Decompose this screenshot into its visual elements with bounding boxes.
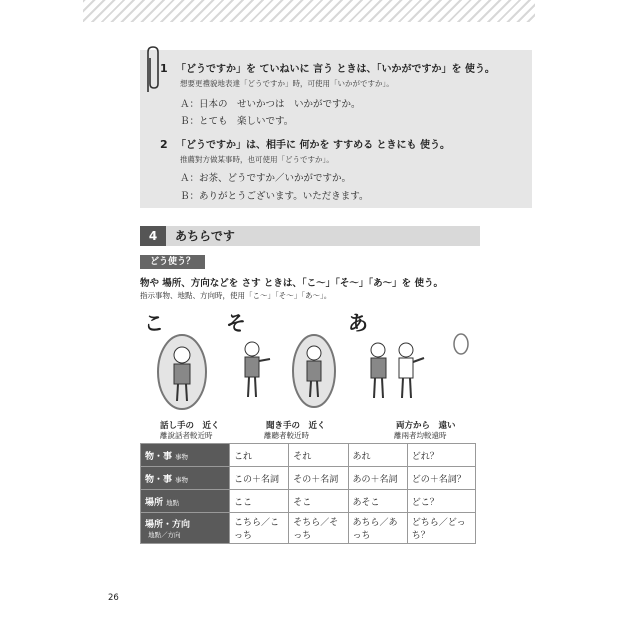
note-item-1 — [160, 62, 495, 88]
section-title: あちらです — [175, 229, 235, 243]
caption-so-translation: 離聽者較近時 — [264, 431, 309, 440]
row-header: 場所・方向 地點／方向 — [141, 513, 230, 544]
caption-a-translation: 離兩者均較遠時 — [394, 431, 447, 440]
table-cell: ここ — [230, 490, 289, 513]
row-header: 場所 地點 — [141, 490, 230, 513]
header-stripe — [83, 0, 535, 22]
caption-ko-translation: 離說話者較近時 — [160, 431, 213, 440]
table-cell: そこ — [289, 490, 348, 513]
table-cell: それ — [289, 444, 348, 467]
table-cell: どれ？ — [407, 444, 475, 467]
table-cell: そちら／そっち — [289, 513, 348, 544]
table-cell: あそこ — [348, 490, 407, 513]
pointing-speaker-illustration — [238, 335, 272, 407]
distant-target-oval — [452, 332, 470, 356]
example-a: Ａ：日本の せいかつは いかがですか。 — [180, 99, 361, 110]
example-b: Ｂ：とても 楽しいです。 — [180, 116, 294, 127]
table-cell: こちら／こっち — [230, 513, 289, 544]
demonstrative-so: そ — [226, 311, 246, 335]
intro-translation: 指示事物、地點、方向時，使用「こ～」「そ～」「あ～」。 — [140, 291, 332, 300]
table-cell: その＋名詞 — [289, 467, 348, 490]
table-cell: あれ — [348, 444, 407, 467]
caption-so: 聞き手の 近く — [266, 421, 326, 431]
note-text: 「どうですか」を ていねいに 言う ときは、「いかがですか」を 使う。 — [176, 64, 495, 75]
table-cell: どの＋名詞？ — [407, 467, 475, 490]
table-cell: どちら／どっち？ — [407, 513, 475, 544]
caption-ko: 話し手の 近く — [160, 421, 220, 431]
note-translation: 推薦對方做某事時，也可使用「どうですか」。 — [180, 155, 334, 164]
note-item-2 — [160, 138, 451, 164]
page-number: 26 — [108, 593, 119, 603]
listener-figure-illustration — [290, 333, 338, 409]
demonstrative-table — [140, 443, 476, 544]
table-row — [141, 444, 476, 467]
speaker-figure-illustration — [156, 333, 208, 411]
table-cell: あちら／あっち — [348, 513, 407, 544]
table-row — [141, 467, 476, 490]
note-text: 「どうですか」は、相手に 何かを すすめる ときにも 使う。 — [176, 140, 451, 151]
example-a: Ａ：お茶、どうですか／いかがですか。 — [180, 173, 352, 184]
row-header: 物・事 事物 — [141, 444, 230, 467]
table-cell: どこ？ — [407, 490, 475, 513]
note-number: 2 — [160, 138, 168, 151]
section-header — [140, 226, 480, 246]
example-b: Ｂ：ありがとうございます。いただきます。 — [180, 191, 369, 202]
section-number: 4 — [140, 226, 166, 246]
table-cell: この＋名詞 — [230, 467, 289, 490]
table-cell: あの＋名詞 — [348, 467, 407, 490]
demonstrative-a: あ — [348, 311, 368, 335]
table-row — [141, 513, 476, 544]
demonstrative-ko: こ — [144, 311, 164, 335]
howto-label: どう使う？ — [140, 255, 205, 269]
table-row — [141, 490, 476, 513]
row-header: 物・事 事物 — [141, 467, 230, 490]
note-number: 1 — [160, 62, 168, 75]
caption-a: 両方から 遠い — [396, 421, 456, 431]
intro-text: 物や 場所、方向などを さす ときは、「こ～」「そ～」「あ～」を 使う。 — [140, 278, 443, 289]
note-translation: 想要更禮貌地表達「どうですか」時，可使用「いかがですか」。 — [180, 79, 394, 88]
table-cell: これ — [230, 444, 289, 467]
two-people-pointing-illustration — [366, 336, 428, 408]
